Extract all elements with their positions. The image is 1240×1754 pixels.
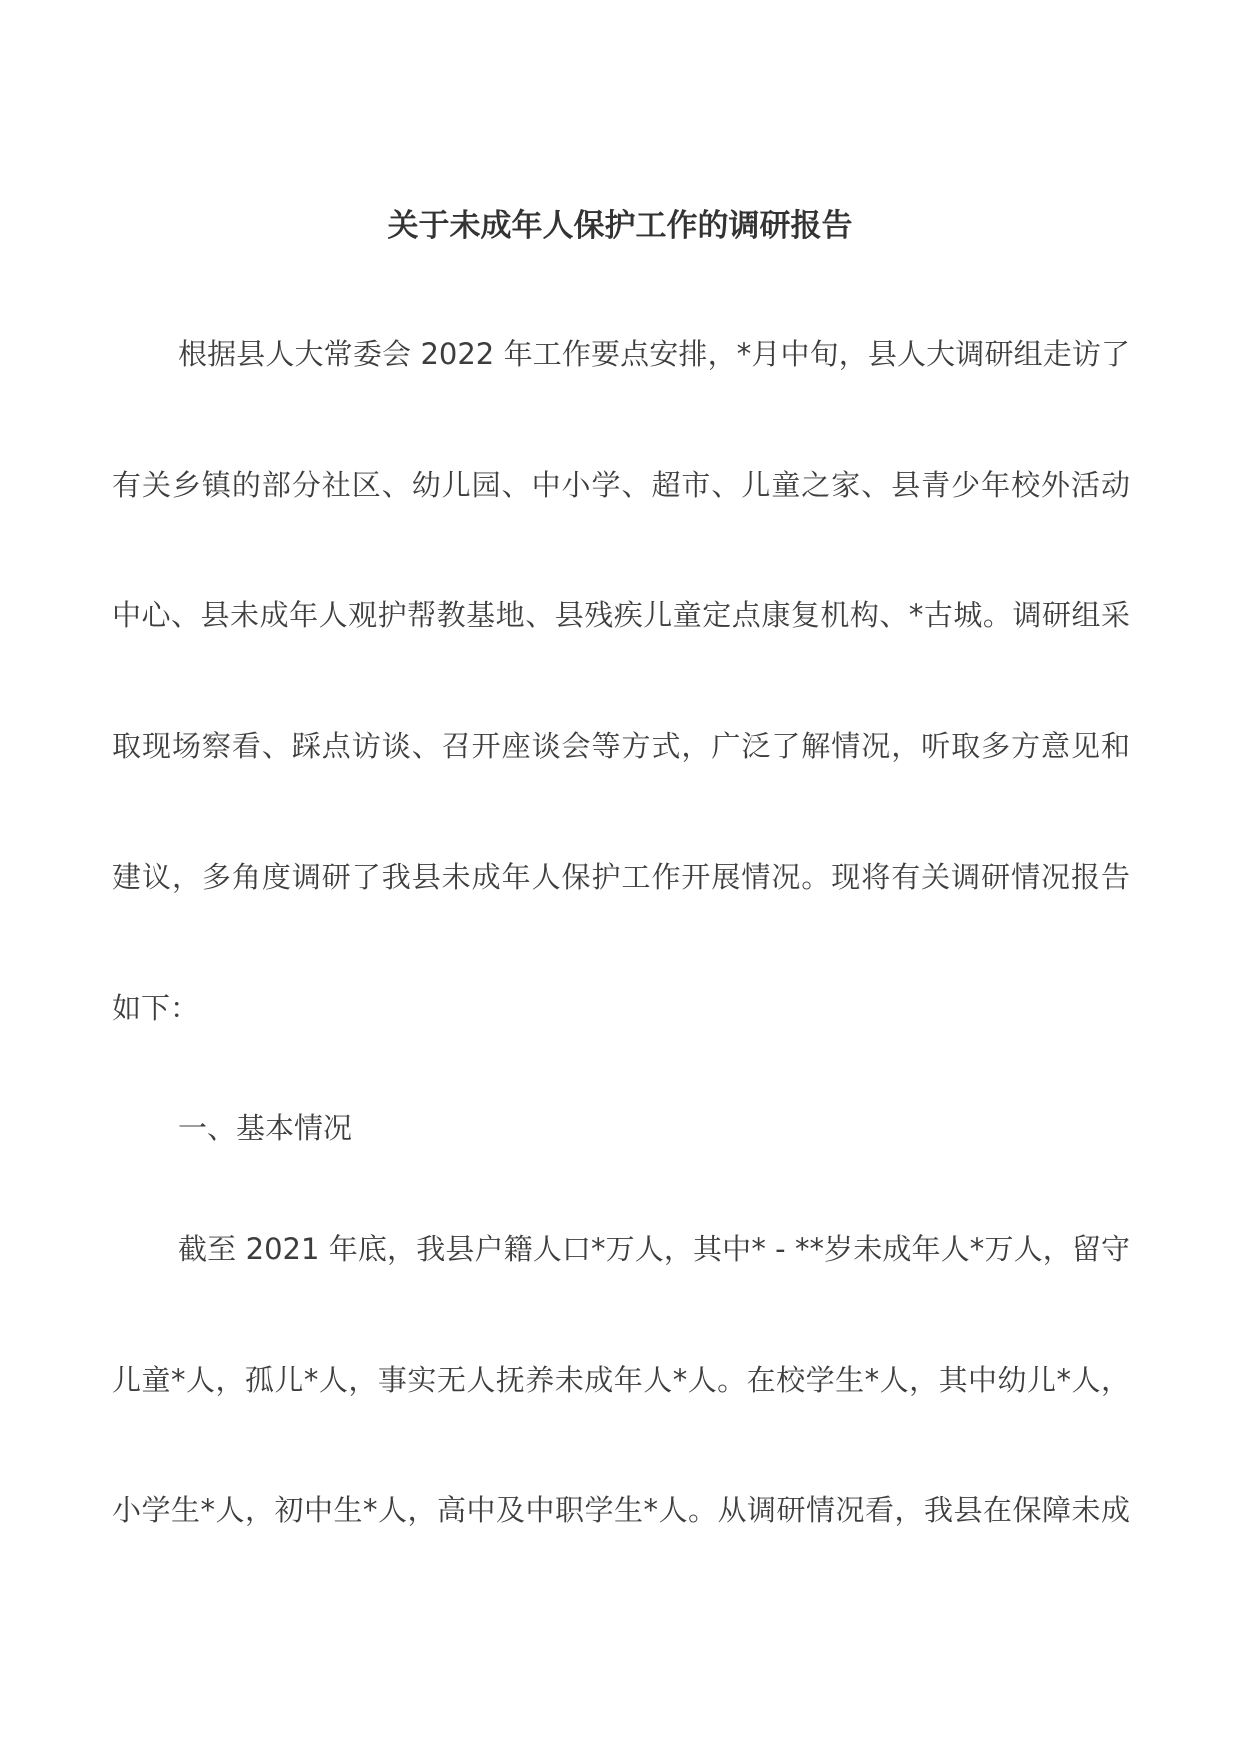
paragraph-line: 根据县人大常委会 2022 年工作要点安排，*月中旬，县人大调研组走访了 [178, 337, 1130, 371]
paragraph-line: 小学生*人，初中生*人，高中及中职学生*人。从调研情况看，我县在保障未成 [112, 1493, 1130, 1527]
paragraph-line: 儿童*人，孤儿*人，事实无人抚养未成年人*人。在校学生*人，其中幼儿*人， [112, 1363, 1130, 1397]
paragraph-line: 取现场察看、踩点访谈、召开座谈会等方式，广泛了解情况，听取多方意见和 [112, 729, 1130, 763]
document-title: 关于未成年人保护工作的调研报告 [387, 208, 853, 244]
paragraph-line: 建议，多角度调研了我县未成年人保护工作开展情况。现将有关调研情况报告 [112, 860, 1130, 894]
section-heading: 一、基本情况 [178, 1111, 353, 1145]
paragraph-line: 有关乡镇的部分社区、幼儿园、中小学、超市、儿童之家、县青少年校外活动 [112, 468, 1130, 502]
paragraph-line: 如下： [112, 991, 200, 1025]
paragraph-line: 截至 2021 年底，我县户籍人口*万人，其中* - **岁未成年人*万人，留守 [178, 1232, 1130, 1266]
paragraph-line: 中心、县未成年人观护帮教基地、县残疾儿童定点康复机构、*古城。调研组采 [112, 598, 1130, 632]
